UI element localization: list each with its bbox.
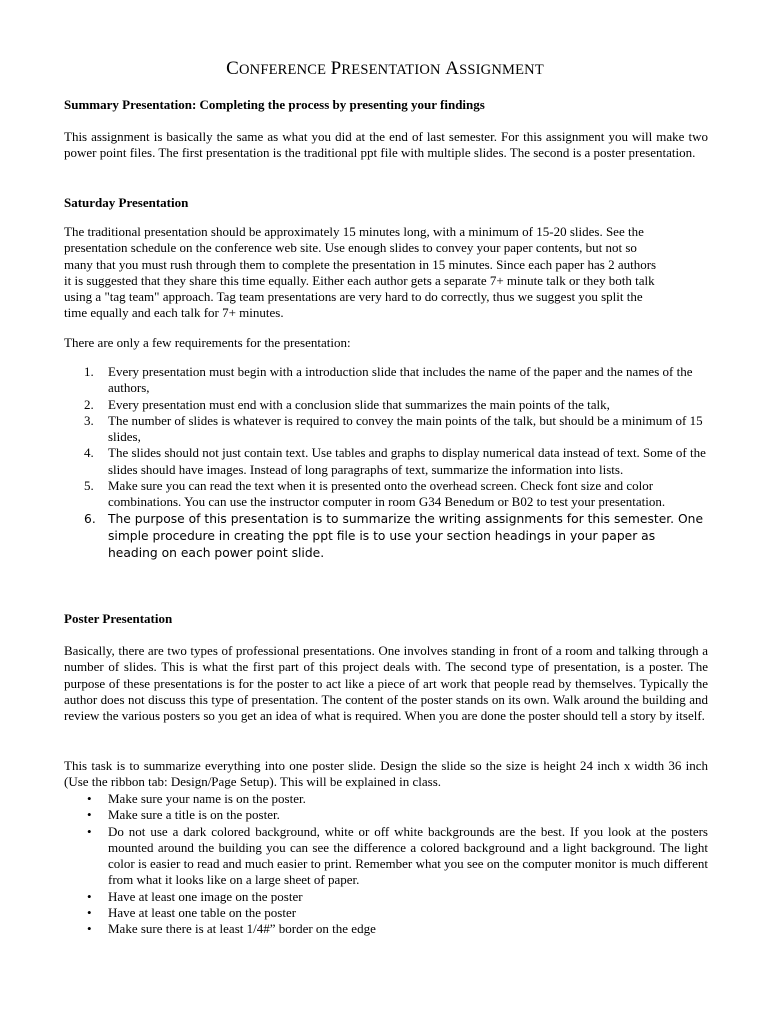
- bullet-text: Make sure a title is on the poster.: [108, 807, 280, 823]
- requirement-text: The purpose of this presentation is to summarize the writing assignments for this semester. One simple procedure in creating the ppt file is to use your section headings in your paper as heading on each power point slide.: [108, 511, 704, 561]
- poster-heading: Poster Presentation: [64, 611, 173, 626]
- bullet-item: [64, 889, 708, 905]
- requirement-item: [64, 445, 708, 478]
- summary-heading: Summary Presentation: Completing the process by presenting your findings: [64, 97, 485, 112]
- page-title: [0, 58, 770, 80]
- bullet-icon: •: [87, 921, 92, 937]
- saturday-line: it is suggested that they share this time equally. Either each author gets a separate 7+ minute talk or they both talk: [64, 272, 655, 288]
- poster-task-block: [64, 758, 708, 791]
- title-word: ONFERENCE: [238, 62, 327, 78]
- requirement-text: The number of slides is whatever is required to convey the main points of the talk, but should be a minimum of 15 slides,: [108, 412, 703, 445]
- requirement-text: Every presentation must end with a conclusion slide that summarizes the main points of the talk,: [108, 396, 610, 412]
- requirement-item: [64, 478, 708, 511]
- bullet-item: [64, 791, 708, 807]
- title-initial: P: [330, 58, 342, 79]
- requirements-block: [64, 364, 708, 562]
- bullet-icon: •: [87, 823, 92, 839]
- requirement-number: 4.: [84, 445, 94, 461]
- summary-heading-block: [64, 97, 708, 113]
- poster-task-paragraph: This task is to summarize everything into one poster slide. Design the slide so the size is height 24 inch x width 36 inch (Use the ribbon tab: Design/Page Setup). This will be explained in class.: [64, 758, 708, 790]
- requirement-text: Make sure you can read the text when it is presented onto the overhead screen. Check font size and color combinations. You can use the instructor computer in room G34 Benedum or B02 to test your presentation.: [108, 478, 666, 510]
- saturday-heading: Saturday Presentation: [64, 195, 189, 210]
- bullet-item: [64, 824, 708, 889]
- bullet-item: [64, 921, 708, 937]
- bullet-icon: •: [87, 807, 92, 823]
- requirement-text: Every presentation must begin with a introduction slide that includes the name of the paper and the names of the authors,: [108, 364, 693, 396]
- requirement-item: [64, 413, 708, 446]
- saturday-heading-block: [64, 195, 708, 211]
- requirement-item: [64, 364, 708, 397]
- saturday-line: presentation schedule on the conference web site. Use enough slides to convey your paper contents, but not so: [64, 240, 637, 256]
- requirement-number: 5.: [84, 478, 94, 494]
- bullet-text: Make sure there is at least 1/4#” border on the edge: [108, 921, 376, 937]
- saturday-line: many that you must rush through them to complete the presentation in 15 minutes. Since each paper has 2 authors: [64, 256, 657, 272]
- summary-paragraph: This assignment is basically the same as what you did at the end of last semester. For this assignment you will make two power point files. The first presentation is the traditional ppt file with multiple slides. The second is a poster presentation.: [64, 129, 708, 161]
- bullet-text: Make sure your name is on the poster.: [108, 791, 306, 806]
- saturday-paragraph: [64, 224, 708, 322]
- requirements-list: [64, 364, 708, 562]
- poster-bullets-block: [64, 791, 708, 938]
- title-word: RESENTATION: [341, 62, 441, 78]
- bullet-text: Have at least one image on the poster: [108, 888, 303, 904]
- requirement-number: 6.: [84, 511, 96, 526]
- saturday-line: time equally and each talk for 7+ minutes.: [64, 305, 284, 321]
- poster-paragraph-block: [64, 643, 708, 724]
- title-word: SSIGNMENT: [459, 62, 544, 78]
- requirement-number: 2.: [84, 396, 94, 412]
- title-initial: C: [226, 58, 239, 79]
- bullet-item: [64, 905, 708, 921]
- summary-paragraph-block: [64, 129, 708, 162]
- saturday-line: The traditional presentation should be approximately 15 minutes long, with a minimum of 15-20 slides. See the: [64, 224, 644, 239]
- bullet-icon: •: [87, 791, 92, 806]
- bullet-item: [64, 807, 708, 823]
- bullet-icon: •: [87, 888, 92, 904]
- bullet-icon: •: [87, 905, 92, 921]
- bullet-text: Do not use a dark colored background, white or off white backgrounds are the best. If you look at the posters mounted around the building you can see the difference a colored background and a light background. The light color is easier to read and much easier to print. Remember what you see on the computer monitor is much different from what it looks like on a large sheet of paper.: [108, 823, 708, 888]
- requirements-intro: There are only a few requirements for the presentation:: [64, 335, 351, 350]
- poster-bullet-list: [64, 791, 708, 938]
- requirement-text: The slides should not just contain text. Use tables and graphs to display numerical data instead of text. Some of the slides should have images. Instead of long paragraphs of text, summarize the information into lists.: [108, 445, 706, 477]
- poster-heading-block: [64, 611, 708, 627]
- saturday-line: using a "tag team" approach. Tag team presentations are very hard to do correctly, thus we suggest you split the: [64, 289, 643, 305]
- requirement-item: [64, 511, 708, 563]
- requirement-number: 3.: [84, 412, 94, 428]
- bullet-text: Have at least one table on the poster: [108, 905, 297, 921]
- requirement-number: 1.: [84, 364, 94, 379]
- title-initial: A: [445, 58, 460, 79]
- requirements-intro-block: [64, 335, 708, 351]
- requirement-item: [64, 397, 708, 413]
- poster-paragraph: Basically, there are two types of professional presentations. One involves standing in front of a room and talking through a number of slides. This is what the first part of this project deals with. The second type of presentation, is a poster. The purpose of these presentations is for the poster to act like a piece of art work that people read by themselves. Typically the author does not discuss this type of presentation. The content of the poster stands on its own. Walk around the building and review the various posters so you get an idea of what is required. When you are done the poster should tell a story by itself.: [64, 643, 708, 724]
